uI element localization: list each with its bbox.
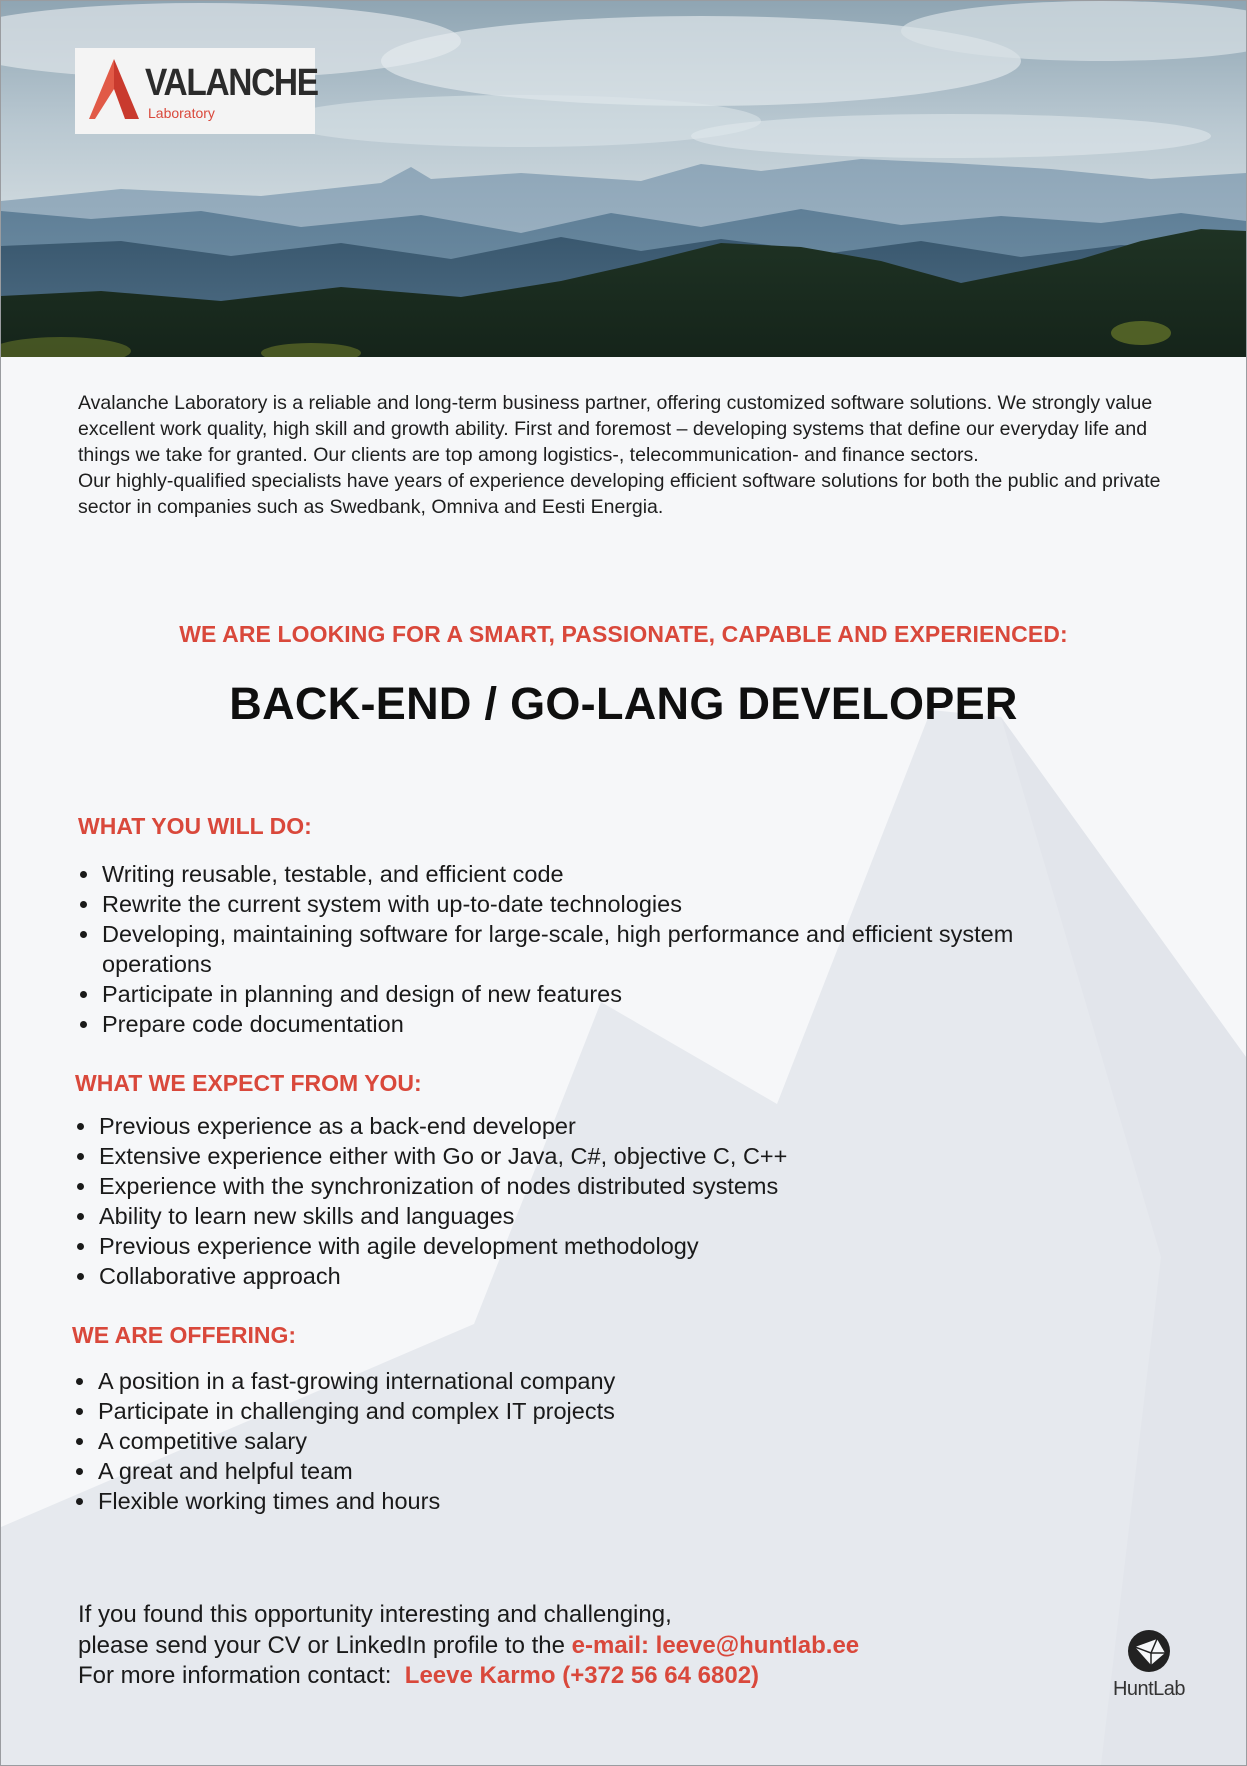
list-item: Flexible working times and hours	[74, 1486, 1074, 1516]
list-item: A competitive salary	[74, 1426, 1074, 1456]
list-item: Experience with the synchronization of nodes distributed systems	[75, 1171, 1075, 1201]
section-heading-what-you-will-do: WHAT YOU WILL DO:	[78, 813, 312, 839]
looking-for-heading: WE ARE LOOKING FOR A SMART, PASSIONATE, CAPABLE AND EXPERIENCED:	[179, 621, 1068, 647]
logo-name: VALANCHE	[145, 62, 318, 104]
contact-person: Leeve Karmo (+372 56 64 6802)	[404, 1662, 760, 1689]
company-intro	[78, 390, 1178, 520]
we-are-offering-list	[74, 1366, 1074, 1516]
huntlab-logo	[1111, 1629, 1187, 1701]
intro-paragraph-1: Avalanche Laboratory is a reliable and long-term business partner, offering customized software solutions. We strongly value excellent work quality, high skill and growth ability. First and foremost – developing systems that define our everyday life and things we take for granted. Our clients are top among logistics-, telecommunication- and finance sectors.	[78, 392, 1153, 466]
section-heading-we-are-offering: WE ARE OFFERING:	[72, 1322, 297, 1348]
email-link[interactable]: e-mail: leeve@huntlab.ee	[571, 1631, 860, 1659]
what-we-expect-list	[75, 1111, 1075, 1291]
list-item: Participate in challenging and complex IT projects	[74, 1396, 1074, 1426]
list-item: Prepare code documentation	[78, 1009, 1018, 1039]
list-item: Extensive experience either with Go or Java, C#, objective C, C++	[75, 1141, 1075, 1171]
list-item: Rewrite the current system with up-to-date technologies	[78, 889, 1018, 919]
section-heading-what-we-expect: WHAT WE EXPECT FROM YOU:	[75, 1070, 422, 1096]
closing-line-3	[78, 1661, 859, 1692]
closing-line-2	[78, 1631, 859, 1662]
list-item: Developing, maintaining software for large-scale, high performance and efficient system operations	[78, 919, 1018, 979]
what-you-will-do-list	[78, 859, 1018, 1039]
huntlab-wordmark: HuntLab	[1112, 1678, 1186, 1700]
logo-subtitle: Laboratory	[148, 105, 215, 121]
list-item: Collaborative approach	[75, 1261, 1075, 1291]
list-item: Previous experience as a back-end developer	[75, 1111, 1075, 1141]
list-item: Previous experience with agile development methodology	[75, 1231, 1075, 1261]
closing-line-2-text: please send your CV or LinkedIn profile to the	[78, 1631, 572, 1659]
list-item: A position in a fast-growing international company	[74, 1366, 1074, 1396]
list-item: Writing reusable, testable, and efficient code	[78, 859, 1018, 889]
list-item: Participate in planning and design of new features	[78, 979, 1018, 1009]
intro-paragraph-2: Our highly-qualified specialists have years of experience developing efficient software solutions for both the public and private sector in companies such as Swedbank, Omniva and Eesti Energia.	[78, 470, 1161, 518]
huntlab-fox-icon	[1127, 1629, 1171, 1673]
closing-line-1: If you found this opportunity interesting and challenging,	[78, 1601, 672, 1628]
list-item: Ability to learn new skills and languages	[75, 1201, 1075, 1231]
list-item: A great and helpful team	[74, 1456, 1074, 1486]
closing-text	[78, 1600, 859, 1692]
poster-content	[1, 1, 1246, 1765]
closing-line-3-text: For more information contact:	[78, 1662, 392, 1689]
job-title: BACK-END / GO-LANG DEVELOPER	[229, 678, 1018, 729]
